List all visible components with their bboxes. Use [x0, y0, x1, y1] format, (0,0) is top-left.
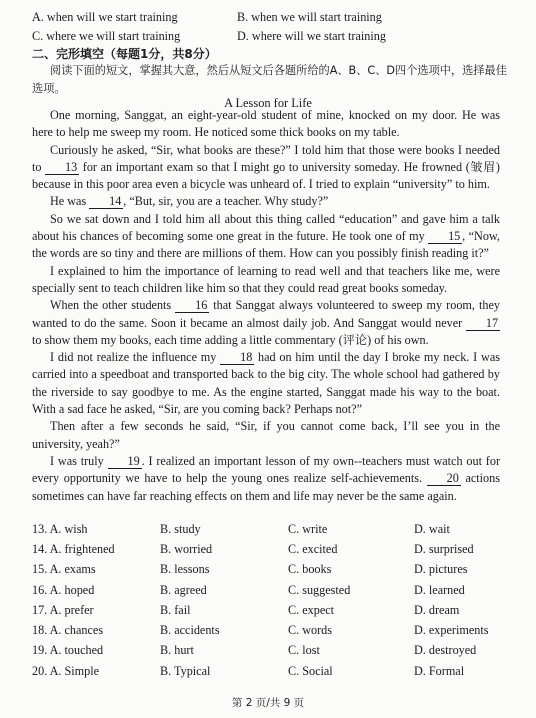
choice-b: B. Typical	[160, 663, 211, 678]
option-c: C. where we will start training	[32, 29, 181, 43]
choice-a: 13. A. wish	[32, 521, 88, 536]
passage-paragraph	[32, 297, 500, 349]
paragraph-text: for an important exam so that I might go to university someday. He frowned (皱眉) because in this poor area even a bicycle was unheard of. I tried to explain “university” to him.	[32, 159, 500, 192]
passage-paragraph	[32, 142, 500, 194]
passage-paragraph	[32, 418, 500, 453]
paragraph-text: I explained to him the importance of learning to read well and that teachers like me, were specially sent to teach children like him so that they could read great books someday.	[32, 263, 500, 295]
choice-a: 15. A. exams	[32, 562, 96, 577]
choice-row	[32, 539, 512, 559]
choice-b: B. accidents	[160, 623, 220, 638]
choice-b: B. fail	[160, 602, 191, 617]
choice-row	[32, 600, 512, 620]
paragraph-text: I did not realize the influence my	[50, 350, 221, 365]
choice-c: C. suggested	[288, 582, 351, 597]
choice-c: C. write	[288, 521, 328, 536]
choice-a: 17. A. prefer	[32, 602, 94, 617]
blank-18: 18	[220, 351, 254, 365]
choice-d: D. pictures	[414, 562, 468, 577]
choice-b: B. hurt	[160, 643, 194, 658]
section-title: 二、完形填空（每题1分，共8分）	[32, 47, 217, 61]
paragraph-text: One morning, Sanggat, an eight-year-old student of mine, knocked on my door. He was here to help me sweep my room. He noticed some thick books on my table.	[32, 108, 500, 140]
choice-c: C. books	[288, 562, 332, 577]
option-b: B. when we will start training	[237, 10, 382, 24]
choice-c: C. expect	[288, 602, 335, 617]
page-footer: 第 2 页/共 9 页	[231, 697, 305, 709]
choice-a: 16. A. hoped	[32, 582, 95, 597]
choice-d: D. experiments	[414, 623, 489, 638]
choice-d: D. learned	[414, 582, 465, 597]
paragraph-text: Curiously he asked, “Sir, what books are these?” I told him that those were books I needed to	[32, 142, 500, 174]
choice-c: C. excited	[288, 541, 338, 556]
previous-question-options	[32, 8, 522, 46]
passage-paragraph	[32, 107, 500, 142]
choice-d: D. destroyed	[414, 643, 477, 658]
paragraph-text: to show them my books, each time adding a little commentary (评论) of his own.	[32, 332, 429, 347]
blank-17: 17	[466, 317, 500, 331]
passage-paragraph	[32, 453, 500, 505]
choice-d: D. surprised	[414, 541, 474, 556]
paragraph-text: I was truly	[50, 453, 108, 468]
choice-a: 18. A. chances	[32, 623, 104, 638]
passage-paragraph	[32, 193, 500, 210]
paragraph-text: . I realized an important lesson of my own--teachers must watch out for every opportunity we have to help the young ones realize self-achievements.	[32, 453, 501, 486]
answer-choices	[32, 519, 512, 681]
choice-d: D. dream	[414, 602, 460, 617]
paragraph-text: So we sat down and I told him all about this thing called “education” and gave him a talk about his chances of becoming some one great in the future. He took one of my	[32, 211, 500, 244]
choice-a: 20. A. Simple	[32, 663, 100, 678]
blank-14: 14	[89, 195, 123, 209]
choice-row	[32, 661, 512, 681]
paragraph-text: actions sometimes can have far reaching effects on them and life may never be the same again.	[32, 471, 500, 503]
choice-b: B. lessons	[160, 562, 210, 577]
choice-a: 14. A. frightened	[32, 541, 115, 556]
blank-20: 20	[427, 472, 461, 486]
paragraph-text: , “But, sir, you are a teacher. Why study?”	[123, 194, 329, 209]
choice-row	[32, 620, 512, 640]
choice-c: C. Social	[288, 663, 333, 678]
passage-paragraph	[32, 211, 500, 263]
choice-row	[32, 641, 512, 661]
paragraph-text: He was	[50, 194, 90, 209]
paragraph-text: had on him until the day I broke my neck. I was carried into a speedboat and transported back to the big city. The whole school had gathered by the riverside to say goodbye to me. As the engine started, Sanggat made his way to the boat. With a sad face he asked, “Sir, are you coming back? Perhaps not?”	[32, 350, 500, 417]
passage	[32, 107, 500, 505]
paragraph-text: When the other students	[50, 298, 176, 313]
choice-c: C. words	[288, 623, 333, 638]
blank-15: 15	[428, 230, 462, 244]
choice-c: C. lost	[288, 643, 320, 658]
choice-b: B. worried	[160, 541, 213, 556]
paragraph-text: that Sanggat always volunteered to sweep my room, they wanted to do the same. Soon it became an almost daily job. And Sanggat would never	[32, 298, 500, 330]
choice-b: B. study	[160, 521, 201, 536]
choice-d: D. wait	[414, 521, 450, 536]
choice-d: D. Formal	[414, 663, 465, 678]
instructions: 阅读下面的短文，掌握其大意，然后从短文后各题所给的A、B、C、D四个选项中，选择最佳选项。	[32, 64, 507, 95]
choice-b: B. agreed	[160, 582, 207, 597]
option-d: D. where will we start training	[237, 29, 386, 43]
blank-19: 19	[108, 455, 142, 469]
choice-row	[32, 560, 512, 580]
choice-row	[32, 580, 512, 600]
option-a: A. when will we start training	[32, 10, 178, 24]
paragraph-text: Then after a few seconds he said, “Sir, if you cannot come back, I’ll see you in the university, yeah?”	[32, 419, 500, 451]
paragraph-text: , “Now, the words are so tiny and there are millions of them. How can you possibly finish reading it?”	[32, 229, 500, 261]
passage-title: A Lesson for Life	[224, 96, 312, 110]
passage-paragraph	[32, 263, 500, 298]
blank-13: 13	[45, 161, 79, 175]
choice-row	[32, 519, 512, 539]
blank-16: 16	[175, 299, 209, 313]
passage-paragraph	[32, 349, 500, 418]
choice-a: 19. A. touched	[32, 643, 104, 658]
